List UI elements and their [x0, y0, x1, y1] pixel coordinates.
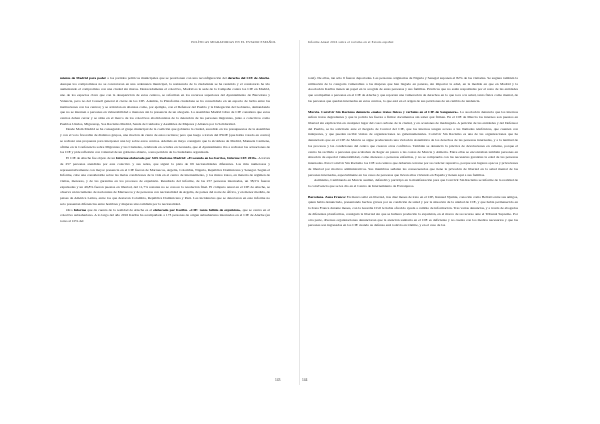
text-run: En marzo salió en libertad, tras diez meses de trato en el CIE, Renaud Njamie, conocido como Bellotti entre sus amigos, quien había denunciado, presentando hechos graves por su condición de salud y por la situación de la unidad de CIE, y que había permanecido en la Zona Franca durante meses, con la Guardia Civil le había ofrecido ayuda a cambio de información. Tras varias denuncias, y a través de abogados de diferentes plataformas, consiguió la libertad sin que se hubiera producido la expulsión, en el marco de su recurso ante el Tribunal Supremo. Por otra parte, diversas organizaciones denunciaron que la atención sanitaria en el CIE es deficiente y no cuenta con los medios necesarios y que las personas son ingresadas en los CIE cuando su defensa está todavía en trámite, y en el caso de las	[308, 194, 518, 228]
running-head-right: Informe Anual 2016 sobre el racismo en el Estado español	[308, 40, 394, 44]
text-run: El CIE de Aluche fue objeto de un	[66, 156, 117, 161]
text-run: Asimismo, Cambiando en Murcia asumió, defendió y participó en la manifestación para que Convivir Sin Racismo se informe de la realidad de la convivencia que se les dio en el Centro de Internamiento de Extranjeros.	[308, 178, 518, 188]
text-run: , que se centra en el colectivo subsahariano. A lo largo del año 2016 Karibu ha acompañado a 173 personas de origen subsahariano internados en el CIE de Aluche (en torno al 10% del	[60, 207, 271, 223]
page-number-right: 144	[302, 378, 308, 382]
running-head-left: POLÍTICAS MIGRATORIAS EN EL ESTADO ESPAÑOL	[191, 40, 276, 44]
paragraph	[60, 156, 270, 207]
text-run: La asociación denuncia que los internos sufren tratos degradantes y que la policía les fuerza a firmar documentos sin saber qué firman. En el CIE de Murcia los internos son puestos en libertad sin explicación en cualquier lugar del casco urbano de la ciudad, y en ocasiones de madrugada. A petición de las entidades y del Defensor del Pueblo, se ha solicitado ante el Juzgado de Control del CIE, que los internos tengan acceso a las llamadas telefónicas, que cuenten con intérpretes, y que puedan recibir visitas de organizaciones no gubernamentales. Convivir Sin Racismo es una de las organizaciones que ha denunciado que en el CIE de Murcia se sigue produciendo una violación sistemática de los derechos de las personas internadas, y a la lentitud de los procesos y las condiciones del centro que crearon otras conflictos. También se denunció la práctica de devoluciones en caliente, porque el centro ha recibido a personas que acababan de llegar en patera a las costas de Murcia y Almería. Entre ellas se encontraban también personas en situación de especial vulnerabilidad, como menores o personas enfermas, y no se comprueba con las necesarias garantías la edad de las personas internadas. Para Convivir Sin Racismo los CIE son centros que deberían cerrarse por su carácter represivo, porque son lugares opacos y privaciones de libertad por motivos administrativos. Sus miembros señalan las consecuencias que tiene la privación de libertad en la salud mental de las personas internadas, especialmente en los casos de personas que llevan años viviendo en España y tienen aquí a sus familias.	[308, 109, 518, 177]
bold-text-run: derecho del CIE de Aluche	[227, 76, 270, 80]
text-run: que da cuenta de la realidad de Aluche es el	[86, 207, 154, 212]
text-run: . Aunque los compromisos no se concretaron en una ordenanza municipal, la resistencia de la ciudadanía se ha resistido y el consistorio ha ido aumentando el compromiso con una ciudad sin muros. Destacadamente el colectivo, Madrid es la sede de la Campaña contra los CIE en Madrid, uno de los espacios clave que con la desaparición de estos centros, se reforman en los recursos superiores del Ayuntamiento de Barcelona y Valencia, pero no del Consell general al cierre de los CIE. Además, la Plataforma ciudadana se ha consolidado en un espacio de lucha entre las instituciones con los centros; y se articulan en alianzas como, por ejemplo, con el Defensor del Pueblo y la Delegación del Gobierno, demandando que no se internen a personas en vulnerabilidad o menores sin la presencia de un abogado. La Asamblea Madrid Libre de CIE considera que estos centros deben cerrar y se sitúa en el marco de los colectivos abolicionistas de la detención de las personas migrantes, junto a colectivos como Pueblos Unidos, Migreurop, Sos Racismo Madrid, Senda de Cuidados y Asamblea de Mujeres y Alianza por la Solidaridad.	[60, 76, 270, 126]
text-run: total). De ellas, tan sólo 6 fueron deportadas. Las personas originarias de Nigeria y Senegal suponen el 82% de las visitadas. Se sugiere también la utilización de la categoría vulnerables a las mujeres que han llegado en pateras, sin importar la edad, en la medida en que en Madrid y la Asociación Karibu tienen un papel en la acogida de estas personas y sus familias. Prácticas que no están respaldadas por el resto de las entidades que acompañan a personas en el CIE de Aluche y que reportan una vulneración de derechos en lo que toca a la salud, tanto física como mental, de las personas que quedan internadas en estos centros, lo que está en el origen de sus peticiones de un cambio de tendencia.	[308, 76, 518, 103]
left-page-body	[60, 76, 270, 225]
paragraph	[60, 208, 270, 225]
bold-text-run: Murcia. Convivir Sin Racismo denuncia «malos tratos físicos y verbales en el CIE de Sangonera».	[308, 109, 459, 114]
paragraph	[308, 195, 518, 229]
text-run: Otro	[66, 207, 74, 212]
bold-text-run: Informe elaborado por SOS Racismo Madrid: «Evocando en los barrios, Informe CIE 2016»	[116, 156, 257, 161]
paragraph	[308, 178, 518, 189]
bold-text-run: elaborado por Karibu. «CIE: tanto fallido de expulsión»	[153, 207, 241, 212]
paragraph	[308, 76, 518, 105]
bold-text-run: Barcelona. Zona Franca:	[308, 194, 346, 199]
paragraph	[60, 76, 270, 127]
bold-text-run: miento de Madrid para poder	[60, 76, 107, 80]
right-page-body	[308, 76, 518, 229]
right-page	[300, 0, 600, 424]
bold-text-run: Informe	[73, 207, 87, 212]
text-run: Desde Mom Madrid se ha conseguido al grupo municipal de la coalición que gobierna la ciudad, sucedido en los presupuestos de la Asamblea y con el voto favorable de distintos grupos, una moción de cierre de estos recintos; pero que luego a través del PSOE (que había votado en contra) se rechazó una propuesta para interponer una ley sobre estos centros. Además en mayo consiguió que la alcaldesa de Madrid, Manuela Carmena, afirme en la Conferencia sobre Migrantes y las Ciudades, celebrada en octubre en Granada, que el Ayuntamiento iba a rechazar las actuaciones de los CIE y pide reflexión con voluntad de un gobierno abierto, a una petición de la ciudadanía organizada.	[60, 127, 270, 155]
paragraph	[60, 127, 270, 156]
paragraph	[308, 110, 518, 179]
text-run: a los partidos políticos municipales que se posicionen con una reconfiguración del	[106, 76, 228, 80]
text-run: . A través de 257 personas atendidas por este colectivo y sus redes, que siguió la pista de 69 nacionalidades diferentes. Las más numerosas y representativamente con mayor presencia en el CIE fueron de Marruecos, Argelia, Colombia, Nigeria, República Dominicana y Senegal. Según el Informe, cabe una considerable sobre las malas condiciones de la vida en el centro de internamiento, y los malos tratos, en materia de régimen de visitas, menores, y de las garantías en los procesos de expulsión. Resultado del informe, de las 257 personas internadas, un 38,5% fueron expulsadas y un 49,8% fueron puestas en libertad, del 11,7% restante no se conoce la resolución final. El cómputo anual en el CIE de Aluche, se observa un incremento de nacionales de Marruecos y de personas con nacionalidad de Argelia, de países del norte de África, y en menor medida, de países de América Latina, entre los que destacan Colombia, República Dominicana y Perú. Las incidencias que se detectaron en este informe no solo presentan diferencias entre hombres y mujeres sino también por la nacionalidad.	[60, 156, 270, 206]
page-number-left: 143	[275, 378, 281, 382]
